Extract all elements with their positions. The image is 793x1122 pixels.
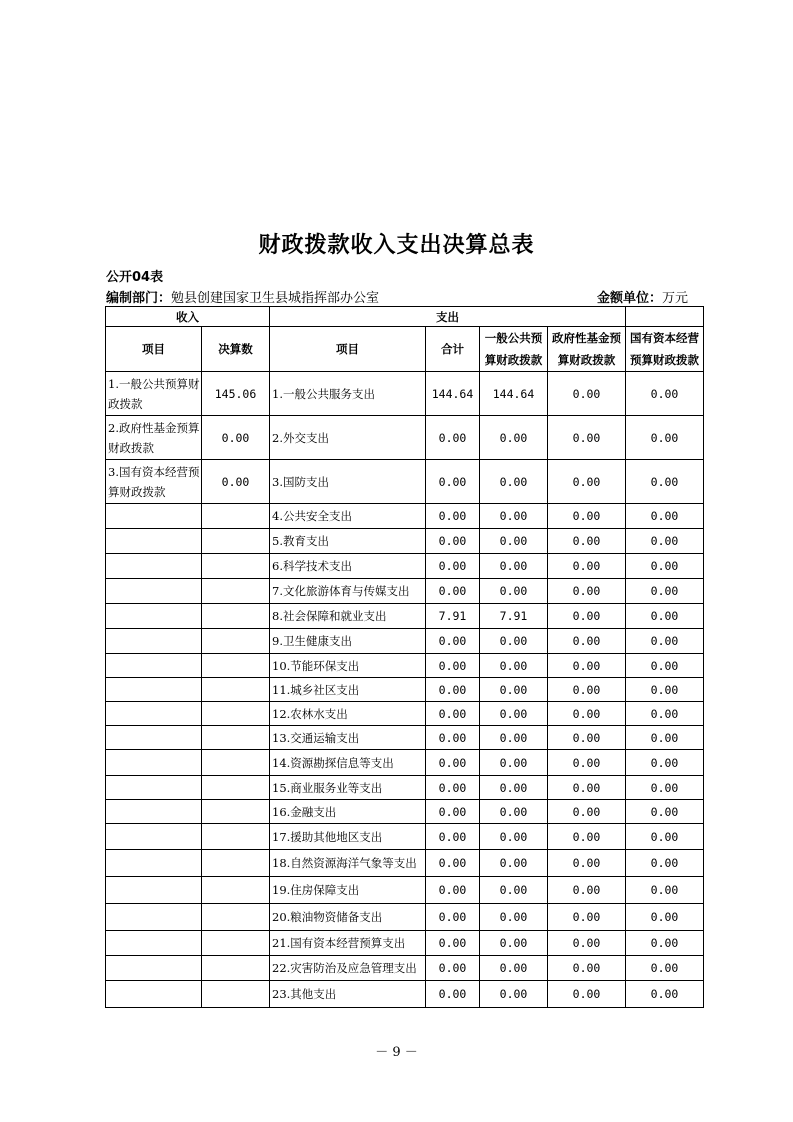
income-amount-cell	[202, 931, 270, 956]
table-row	[106, 750, 704, 776]
expense-item-cell: 17.援助其他地区支出	[270, 824, 426, 850]
general-budget-cell: 0.00	[480, 629, 548, 654]
table-row	[106, 372, 704, 416]
income-item-cell: 1.一般公共预算财政拨款	[106, 372, 202, 416]
total-cell: 0.00	[426, 654, 480, 678]
table-row	[106, 877, 704, 904]
general-budget-cell: 0.00	[480, 579, 548, 604]
income-item-cell	[106, 776, 202, 800]
general-budget-cell: 0.00	[480, 850, 548, 877]
table-row	[106, 956, 704, 981]
income-item-cell	[106, 931, 202, 956]
expense-item-cell: 8.社会保障和就业支出	[270, 604, 426, 629]
table-body	[106, 307, 704, 1008]
meta-row	[106, 287, 702, 305]
total-cell: 0.00	[426, 460, 480, 504]
state-capital-cell: 0.00	[626, 529, 704, 554]
expense-header: 支出	[270, 307, 626, 327]
income-item-cell	[106, 678, 202, 702]
income-amount-cell	[202, 529, 270, 554]
gov-fund-cell: 0.00	[548, 529, 626, 554]
state-capital-cell: 0.00	[626, 504, 704, 529]
expense-item-cell: 18.自然资源海洋气象等支出	[270, 850, 426, 877]
income-item-cell	[106, 750, 202, 776]
general-budget-cell: 0.00	[480, 800, 548, 824]
total-cell: 0.00	[426, 678, 480, 702]
department-name: 勉县创建国家卫生县城指挥部办公室	[171, 291, 380, 306]
income-item-cell	[106, 604, 202, 629]
general-budget-cell: 0.00	[480, 529, 548, 554]
unit-label: 金额单位：	[596, 291, 662, 306]
income-amount-cell	[202, 702, 270, 726]
gov-fund-cell: 0.00	[548, 416, 626, 460]
gov-fund-cell: 0.00	[548, 956, 626, 981]
state-capital-cell: 0.00	[626, 776, 704, 800]
general-budget-cell: 0.00	[480, 654, 548, 678]
income-item-cell: 2.政府性基金预算财政拨款	[106, 416, 202, 460]
income-amount-cell	[202, 850, 270, 877]
income-item-header: 项目	[106, 327, 202, 372]
income-amount-cell	[202, 726, 270, 750]
table-row	[106, 776, 704, 800]
income-item-cell	[106, 579, 202, 604]
table-row	[106, 981, 704, 1008]
state-capital-cell: 0.00	[626, 981, 704, 1008]
general-budget-cell: 0.00	[480, 931, 548, 956]
table-row	[106, 579, 704, 604]
expense-item-cell: 12.农林水支出	[270, 702, 426, 726]
total-cell: 144.64	[426, 372, 480, 416]
income-amount-cell	[202, 678, 270, 702]
gov-fund-cell: 0.00	[548, 904, 626, 931]
gov-fund-cell: 0.00	[548, 629, 626, 654]
general-budget-cell: 0.00	[480, 776, 548, 800]
general-budget-cell: 0.00	[480, 702, 548, 726]
unit-value: 万元	[661, 291, 688, 306]
income-amount-cell	[202, 800, 270, 824]
gov-fund-cell: 0.00	[548, 554, 626, 579]
total-cell: 0.00	[426, 931, 480, 956]
total-cell: 0.00	[426, 554, 480, 579]
page-number: － 9 －	[375, 1045, 418, 1060]
gov-fund-cell: 0.00	[548, 750, 626, 776]
expense-item-cell: 6.科学技术支出	[270, 554, 426, 579]
income-item-cell	[106, 877, 202, 904]
general-budget-cell: 0.00	[480, 750, 548, 776]
table-row	[106, 824, 704, 850]
gov-fund-cell: 0.00	[548, 877, 626, 904]
gov-fund-cell: 0.00	[548, 702, 626, 726]
gov-fund-header: 政府性基金预算财政拨款	[548, 327, 626, 372]
page-title: 财政拨款收入支出决算总表	[258, 233, 535, 258]
gov-fund-cell: 0.00	[548, 981, 626, 1008]
gov-fund-cell: 0.00	[548, 726, 626, 750]
state-capital-cell: 0.00	[626, 678, 704, 702]
state-capital-cell: 0.00	[626, 877, 704, 904]
general-budget-cell: 0.00	[480, 726, 548, 750]
income-amount-cell	[202, 956, 270, 981]
income-amount-cell	[202, 579, 270, 604]
total-cell: 0.00	[426, 981, 480, 1008]
income-item-cell	[106, 529, 202, 554]
state-capital-cell: 0.00	[626, 554, 704, 579]
income-amount-cell: 0.00	[202, 416, 270, 460]
income-amount-cell	[202, 554, 270, 579]
general-budget-cell: 0.00	[480, 956, 548, 981]
gov-fund-cell: 0.00	[548, 579, 626, 604]
income-amount-cell	[202, 654, 270, 678]
gov-fund-cell: 0.00	[548, 824, 626, 850]
gov-fund-cell: 0.00	[548, 372, 626, 416]
income-amount-cell	[202, 629, 270, 654]
income-item-cell	[106, 702, 202, 726]
general-budget-cell: 0.00	[480, 904, 548, 931]
income-item-cell	[106, 956, 202, 981]
general-budget-cell: 0.00	[480, 416, 548, 460]
income-item-cell: 3.国有资本经营预算财政拨款	[106, 460, 202, 504]
expense-item-cell: 19.住房保障支出	[270, 877, 426, 904]
expense-item-cell: 22.灾害防治及应急管理支出	[270, 956, 426, 981]
state-capital-cell: 0.00	[626, 824, 704, 850]
general-budget-cell: 0.00	[480, 554, 548, 579]
table-row	[106, 529, 704, 554]
expense-item-cell: 7.文化旅游体育与传媒支出	[270, 579, 426, 604]
income-item-cell	[106, 850, 202, 877]
total-cell: 0.00	[426, 850, 480, 877]
expense-item-cell: 14.资源勘探信息等支出	[270, 750, 426, 776]
income-item-cell	[106, 904, 202, 931]
expense-item-cell: 23.其他支出	[270, 981, 426, 1008]
department-label: 编制部门：	[106, 291, 172, 306]
expense-item-cell: 11.城乡社区支出	[270, 678, 426, 702]
total-cell: 0.00	[426, 904, 480, 931]
income-item-cell	[106, 824, 202, 850]
gov-fund-cell: 0.00	[548, 460, 626, 504]
header-row-columns	[106, 327, 704, 372]
expense-item-cell: 2.外交支出	[270, 416, 426, 460]
income-item-cell	[106, 504, 202, 529]
general-budget-cell: 0.00	[480, 824, 548, 850]
state-capital-cell: 0.00	[626, 460, 704, 504]
unit-info	[597, 287, 688, 306]
general-budget-header: 一般公共预算财政拨款	[480, 327, 548, 372]
table-row	[106, 629, 704, 654]
state-capital-cell: 0.00	[626, 800, 704, 824]
state-capital-cell: 0.00	[626, 956, 704, 981]
gov-fund-cell: 0.00	[548, 678, 626, 702]
table-row	[106, 504, 704, 529]
expense-item-header: 项目	[270, 327, 426, 372]
income-item-cell	[106, 654, 202, 678]
state-capital-cell: 0.00	[626, 850, 704, 877]
total-cell: 0.00	[426, 579, 480, 604]
general-budget-cell: 144.64	[480, 372, 548, 416]
table-row	[106, 554, 704, 579]
income-amount-cell	[202, 750, 270, 776]
gov-fund-cell: 0.00	[548, 850, 626, 877]
total-cell: 0.00	[426, 750, 480, 776]
expense-item-cell: 21.国有资本经营预算支出	[270, 931, 426, 956]
state-capital-cell: 0.00	[626, 931, 704, 956]
general-budget-cell: 0.00	[480, 678, 548, 702]
state-capital-cell: 0.00	[626, 372, 704, 416]
table-row	[106, 931, 704, 956]
general-budget-cell: 0.00	[480, 460, 548, 504]
total-cell: 0.00	[426, 877, 480, 904]
general-budget-cell: 0.00	[480, 504, 548, 529]
header-row-group	[106, 307, 704, 327]
total-cell: 0.00	[426, 529, 480, 554]
total-cell: 0.00	[426, 504, 480, 529]
total-cell: 0.00	[426, 776, 480, 800]
state-capital-cell: 0.00	[626, 904, 704, 931]
table-row	[106, 678, 704, 702]
table-row	[106, 726, 704, 750]
total-header: 合计	[426, 327, 480, 372]
state-capital-cell: 0.00	[626, 654, 704, 678]
income-amount-cell	[202, 824, 270, 850]
general-budget-cell: 7.91	[480, 604, 548, 629]
state-capital-cell: 0.00	[626, 702, 704, 726]
expense-item-cell: 3.国防支出	[270, 460, 426, 504]
gov-fund-cell: 0.00	[548, 654, 626, 678]
gov-fund-cell: 0.00	[548, 776, 626, 800]
table-row	[106, 460, 704, 504]
income-amount-cell: 145.06	[202, 372, 270, 416]
total-cell: 0.00	[426, 956, 480, 981]
income-item-cell	[106, 629, 202, 654]
expense-item-cell: 13.交通运输支出	[270, 726, 426, 750]
income-amount-cell	[202, 904, 270, 931]
general-budget-cell: 0.00	[480, 981, 548, 1008]
expense-item-cell: 16.金融支出	[270, 800, 426, 824]
state-capital-cell: 0.00	[626, 579, 704, 604]
total-cell: 0.00	[426, 824, 480, 850]
income-amount-cell	[202, 604, 270, 629]
expense-item-cell: 4.公共安全支出	[270, 504, 426, 529]
header-blank-cell	[626, 307, 704, 327]
total-cell: 0.00	[426, 726, 480, 750]
income-header: 收入	[106, 307, 270, 327]
final-amount-header: 决算数	[202, 327, 270, 372]
income-amount-cell	[202, 877, 270, 904]
gov-fund-cell: 0.00	[548, 604, 626, 629]
income-item-cell	[106, 726, 202, 750]
expense-item-cell: 5.教育支出	[270, 529, 426, 554]
total-cell: 0.00	[426, 416, 480, 460]
income-amount-cell: 0.00	[202, 460, 270, 504]
gov-fund-cell: 0.00	[548, 931, 626, 956]
state-capital-cell: 0.00	[626, 726, 704, 750]
expense-item-cell: 15.商业服务业等支出	[270, 776, 426, 800]
total-cell: 0.00	[426, 629, 480, 654]
income-item-cell	[106, 554, 202, 579]
income-item-cell	[106, 981, 202, 1008]
total-cell: 0.00	[426, 800, 480, 824]
expense-item-cell: 9.卫生健康支出	[270, 629, 426, 654]
fiscal-table	[105, 306, 704, 1008]
table-row	[106, 904, 704, 931]
state-capital-cell: 0.00	[626, 416, 704, 460]
income-amount-cell	[202, 981, 270, 1008]
expense-item-cell: 1.一般公共服务支出	[270, 372, 426, 416]
income-amount-cell	[202, 776, 270, 800]
state-capital-cell: 0.00	[626, 629, 704, 654]
table-row	[106, 416, 704, 460]
gov-fund-cell: 0.00	[548, 504, 626, 529]
income-item-cell	[106, 800, 202, 824]
table-row	[106, 604, 704, 629]
state-capital-header: 国有资本经营预算财政拨款	[626, 327, 704, 372]
total-cell: 7.91	[426, 604, 480, 629]
expense-item-cell: 10.节能环保支出	[270, 654, 426, 678]
general-budget-cell: 0.00	[480, 877, 548, 904]
table-row	[106, 702, 704, 726]
state-capital-cell: 0.00	[626, 750, 704, 776]
expense-item-cell: 20.粮油物资储备支出	[270, 904, 426, 931]
total-cell: 0.00	[426, 702, 480, 726]
state-capital-cell: 0.00	[626, 604, 704, 629]
gov-fund-cell: 0.00	[548, 800, 626, 824]
table-row	[106, 654, 704, 678]
income-amount-cell	[202, 504, 270, 529]
table-row	[106, 850, 704, 877]
table-row	[106, 800, 704, 824]
table-code: 公开04表	[106, 270, 164, 285]
